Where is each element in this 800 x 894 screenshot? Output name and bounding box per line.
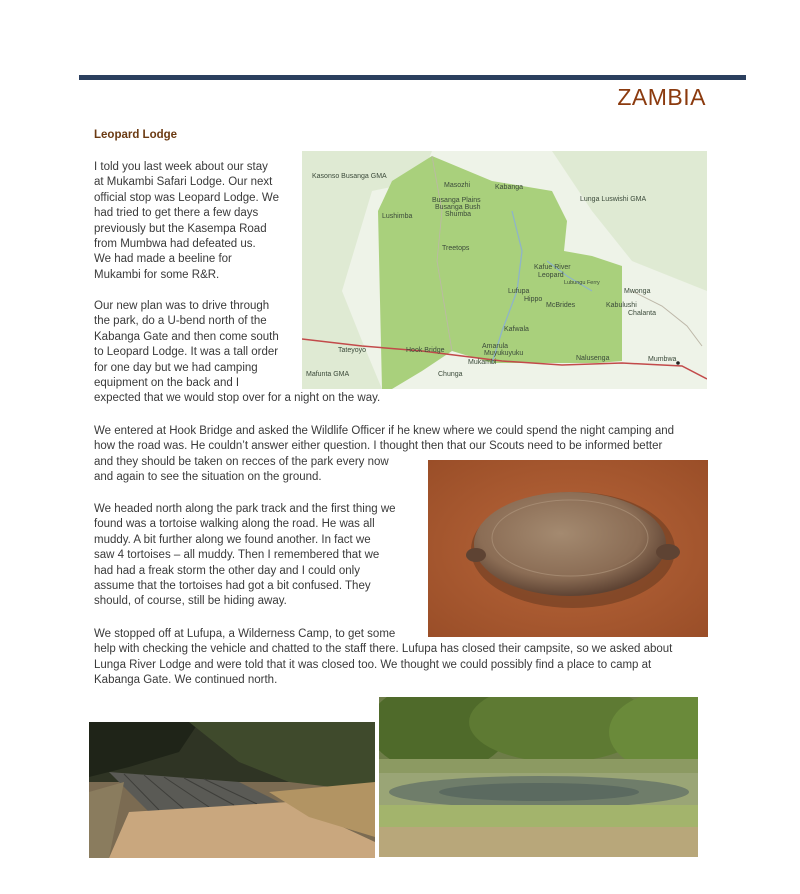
map-label: Kabulushi (606, 302, 637, 309)
map-label: Hippo (524, 296, 543, 303)
text-line: from Mumbwa had defeated us. (94, 238, 256, 251)
park-map-graphic (302, 151, 707, 389)
text-line: how the road was. He couldn’t answer either question. I thought then that our Scouts need to be informed better (94, 440, 663, 453)
paragraph-4 (94, 502, 396, 610)
map-label: Kafue River (534, 264, 571, 271)
map-label: Hook Bridge (406, 347, 445, 354)
map-label: Mumbwa (648, 356, 677, 363)
bridge-track-photo (89, 722, 375, 858)
text-line: and again to see the situation on the ground. (94, 471, 322, 484)
page-title: ZAMBIA (617, 84, 706, 110)
map-label: Kabanga (495, 184, 524, 191)
map-label: Lunga Luswishi GMA (580, 196, 647, 203)
section-heading: Leopard Lodge (94, 129, 178, 141)
text-line: equipment on the back and I (94, 377, 240, 390)
text-line: I told you last week about our stay (94, 161, 268, 173)
text-line: help with checking the vehicle and chatted to the staff there. Lufupa has closed their campsite, so we asked about (94, 643, 673, 656)
text-line: official stop was Leopard Lodge. We (94, 191, 279, 204)
text-line: Mukambi for some R&R. (94, 268, 220, 281)
map-point (676, 361, 680, 365)
text-line: saw 4 tortoises – all muddy. Then I remembered that we (94, 549, 380, 562)
pond-photo (379, 697, 698, 857)
map-label: Kasonso Busanga GMA (312, 173, 387, 180)
text-line: and they should be taken on recces of the park every now (94, 455, 389, 468)
text-line: had had a freak storm the other day and I could only (94, 564, 360, 577)
map-label: Mwonga (624, 288, 651, 295)
map-label: Chunga (438, 371, 463, 378)
map-label: Tateyoyo (338, 347, 367, 354)
text-line: Kabanga Gate. We continued north. (94, 674, 278, 687)
text-line: We stopped off at Lufupa, a Wilderness Camp, to get some (94, 628, 396, 640)
tortoise-photo (428, 460, 708, 637)
map-label: Leopard (538, 272, 564, 279)
text-line: should, of course, still be hiding away. (94, 595, 287, 608)
map-label: Nalusenga (576, 355, 610, 362)
text-line: previously but the Kasempa Road (94, 222, 267, 235)
paragraph-1 (94, 160, 279, 283)
map-label: Amarula (482, 343, 509, 350)
map-label: Lufupa (508, 288, 530, 295)
map-label: Kafwala (504, 326, 529, 333)
map-label: McBrides (546, 302, 576, 309)
park-map (302, 151, 707, 389)
text-line: at Mukambi Safari Lodge. Our next (94, 176, 273, 189)
map-label: Muyukuyuku (484, 350, 524, 357)
map-label: Mukambi (468, 359, 497, 366)
map-label: Treetops (442, 245, 470, 252)
map-label: Chalanta (628, 310, 657, 317)
text-line: had tried to get there a few days (94, 207, 259, 220)
text-line: expected that we would stop over for a night on the way. (94, 392, 381, 405)
map-label: Busanga Bush (435, 204, 481, 211)
text-line: Kabanga Gate and then come south (94, 330, 279, 343)
map-label: Masozhi (444, 182, 471, 189)
map-label: Busanga Plains (432, 197, 481, 204)
text-line: for one day but we had camping (94, 361, 258, 374)
text-line: Lunga River Lodge and were told that it was closed too. We thought we could possibly find a place to camp at (94, 658, 652, 671)
text-line: muddy. A bit further along we found another. In fact we (94, 533, 371, 546)
map-label: Lushimba (382, 213, 413, 220)
header-rule (79, 75, 746, 80)
text-line: Our new plan was to drive through (94, 300, 270, 312)
map-label: Lubungu Ferry (564, 280, 600, 286)
text-line: found was a tortoise walking along the road. He was all (94, 518, 375, 531)
text-line: to Leopard Lodge. It was a tall order (94, 346, 279, 359)
map-label: Mafunta GMA (306, 371, 350, 378)
text-line: We headed north along the park track and the first thing we (94, 503, 396, 515)
text-line: assume that the tortoises had got a bit confused. They (94, 580, 371, 593)
text-line: We entered at Hook Bridge and asked the Wildlife Officer if he knew where we could spend the night camping and (94, 425, 675, 437)
text-line: the park, do a U-bend north of the (94, 315, 267, 328)
text-line: We had made a beeline for (94, 253, 232, 266)
map-label: Shumba (445, 211, 472, 218)
